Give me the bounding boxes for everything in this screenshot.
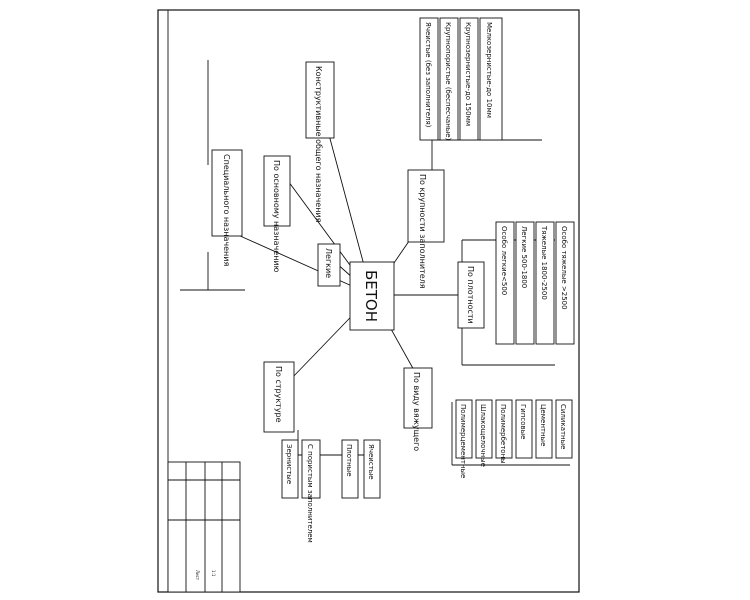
special-purpose-label: Специального назначения: [222, 154, 231, 267]
light-category: [318, 244, 340, 286]
binder-item: Шлакощелочные: [479, 404, 487, 467]
binder-items: [456, 400, 572, 478]
structure-item: Плотные: [345, 444, 353, 477]
structure-item: Зернистые: [285, 444, 293, 485]
binder-item: Полимерцементные: [459, 404, 467, 479]
density-item: Тяжелые 1800-2500: [540, 226, 548, 300]
light-label: Легкие: [324, 248, 333, 279]
filler-size-items: [420, 18, 502, 141]
filler-size-category: [408, 170, 444, 289]
special-purpose-category: [212, 150, 242, 266]
density-label: По плотности: [466, 266, 475, 324]
density-category: [458, 262, 484, 328]
structure-item: Ячеистые: [367, 444, 375, 480]
structural-category: [306, 62, 334, 223]
structure-item: С пористым заполнителем: [306, 444, 314, 543]
binder-label: По виду вяжущего: [412, 372, 421, 452]
main-purpose-category: [264, 156, 290, 273]
binder-item: Гипсовые: [519, 404, 527, 440]
structure-category: [264, 362, 294, 432]
density-item: Легкие 500-1800: [520, 226, 528, 289]
binder-category: [404, 368, 432, 451]
binder-item: Полимербетоны: [499, 404, 507, 464]
filler-size-item: Крупнозернистые-до 150мм: [464, 22, 472, 127]
structural-label: Конструктивные общего назначения: [314, 66, 323, 223]
filler-size-item: Ячеистые (без заполнителя): [424, 22, 432, 128]
main-purpose-label: По основному назначению: [272, 160, 281, 273]
filler-size-item: Крупнопористые (беспесчаные): [444, 22, 452, 141]
binder-item: Силикатные: [559, 404, 567, 450]
density-item: Особо тяжелые >2500: [560, 226, 568, 310]
center-node: [350, 262, 394, 330]
binder-item: Цементные: [539, 404, 547, 447]
structure-label: По структуре: [274, 366, 283, 423]
filler-size-item: Мелкозернистые-до 10мм: [485, 22, 493, 119]
density-item: Особо легкие<500: [500, 226, 508, 296]
title-block-sheet: Лист: [195, 570, 200, 581]
center-label: БЕТОН: [362, 270, 380, 323]
title-block-scale: 1:1: [211, 570, 216, 577]
filler-size-label: По крупности заполнителя: [418, 174, 427, 289]
title-block: [168, 462, 240, 592]
